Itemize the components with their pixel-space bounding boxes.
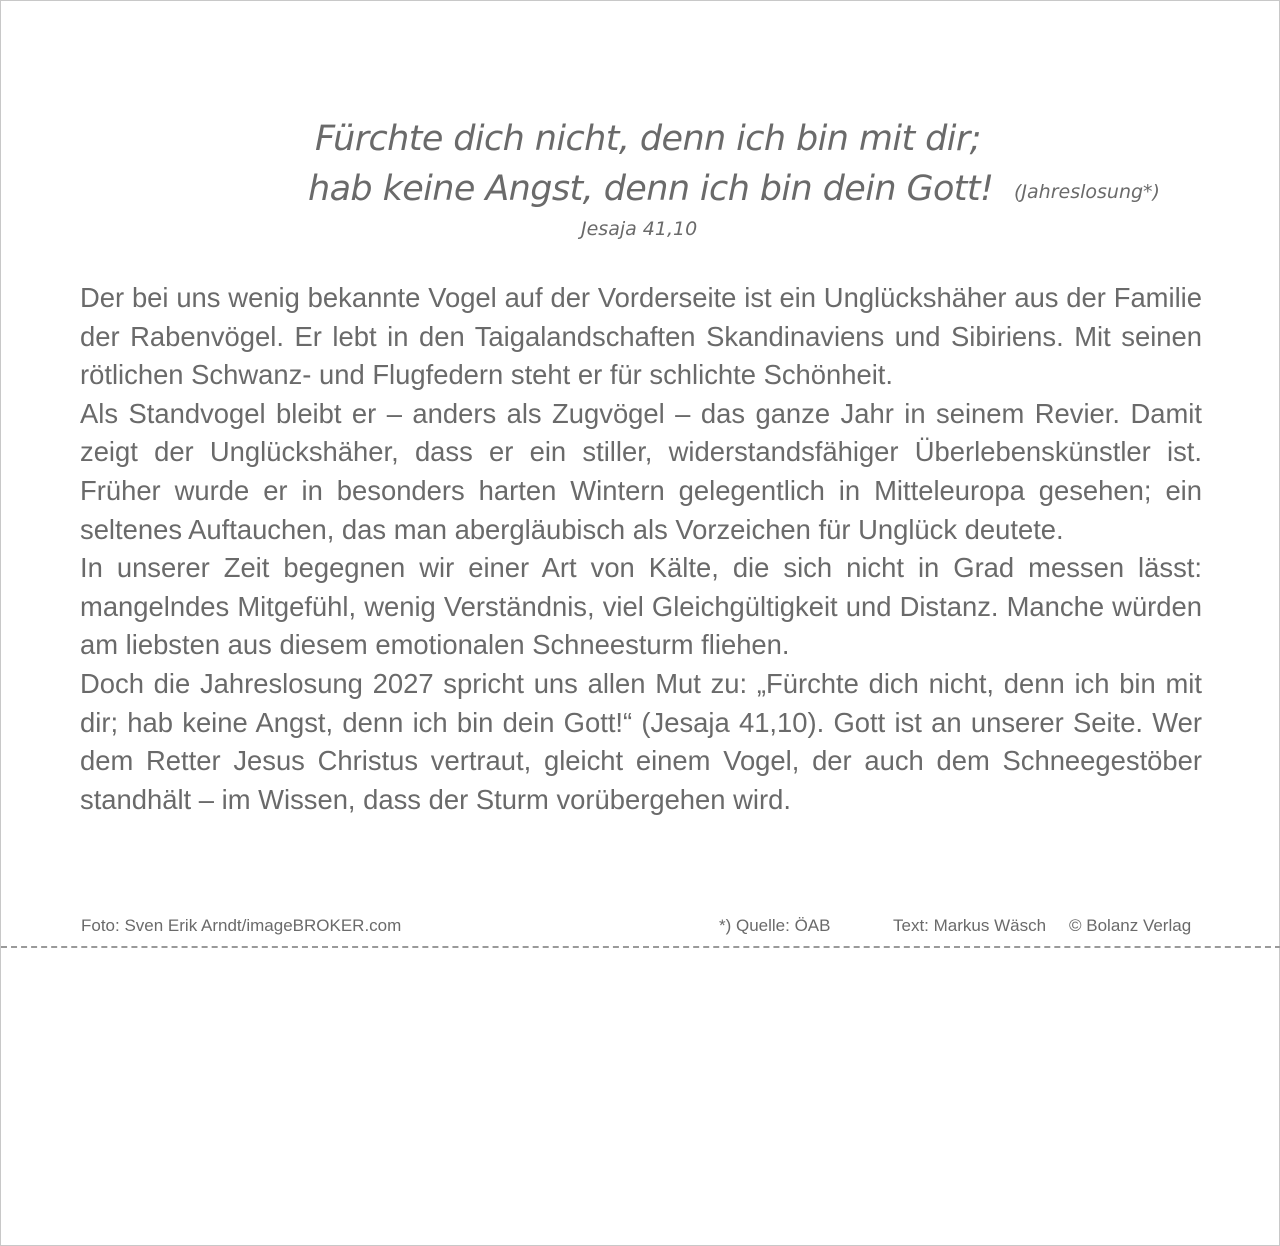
verse-line-1: Fürchte dich nicht, denn ich bin mit dir; xyxy=(315,119,981,159)
paragraph-4: Doch die Jahreslosung 2027 spricht uns allen Mut zu: „Fürchte dich nicht, denn ich bin mit dir; hab keine Angst, denn ich bin dein Gott!“ (Jesaja 41,10). Gott ist an unserer Seite. Wer dem Retter Jesus Christus vertraut, gleicht einem Vogel, der auch dem Schneegestöber standhält – im Wissen, dass der Sturm vorübergehen wird. xyxy=(80,667,1202,815)
verse-line-2: hab keine Angst, denn ich bin dein Gott! xyxy=(308,169,994,209)
paragraph-3: In unserer Zeit begegnen wir einer Art von Kälte, die sich nicht in Grad messen lässt: mangelndes Mitgefühl, wenig Verständnis, viel Gleichgültigkeit und Distanz. Manche würden am liebsten aus diesem emotionalen Schneesturm fliehen. xyxy=(80,552,1202,661)
body-text xyxy=(80,279,1202,819)
source-note: *) Quelle: ÖAB xyxy=(719,916,831,935)
verse-reference: Jesaja 41,10 xyxy=(581,218,698,240)
copyright-note: © Bolanz Verlag xyxy=(1069,916,1192,935)
verse-annotation: (Jahreslosung*) xyxy=(1014,181,1160,203)
text-credit: Text: Markus Wäsch xyxy=(893,916,1047,935)
perforation-line xyxy=(1,946,1280,948)
paragraph-1: Der bei uns wenig bekannte Vogel auf der Vorderseite ist ein Unglückshäher aus der Familie der Rabenvögel. Er lebt in den Taigalandschaften Skandinaviens und Sibiriens. Mit seinen rötlichen Schwanz- und Flugfedern steht er für schlichte Schönheit. xyxy=(80,282,1202,391)
photo-credit: Foto: Sven Erik Arndt/imageBROKER.com xyxy=(81,916,402,935)
paragraph-2: Als Standvogel bleibt er – anders als Zugvögel – das ganze Jahr in seinem Revier. Damit zeigt der Unglückshäher, dass er ein stiller, widerstandsfähiger Überlebenskünstler ist. Früher wurde er in besonders harten Wintern gelegentlich in Mitteleuropa gesehen; ein seltenes Auftauchen, das man abergläubisch als Vorzeichen für Unglück deutete. xyxy=(80,397,1202,545)
